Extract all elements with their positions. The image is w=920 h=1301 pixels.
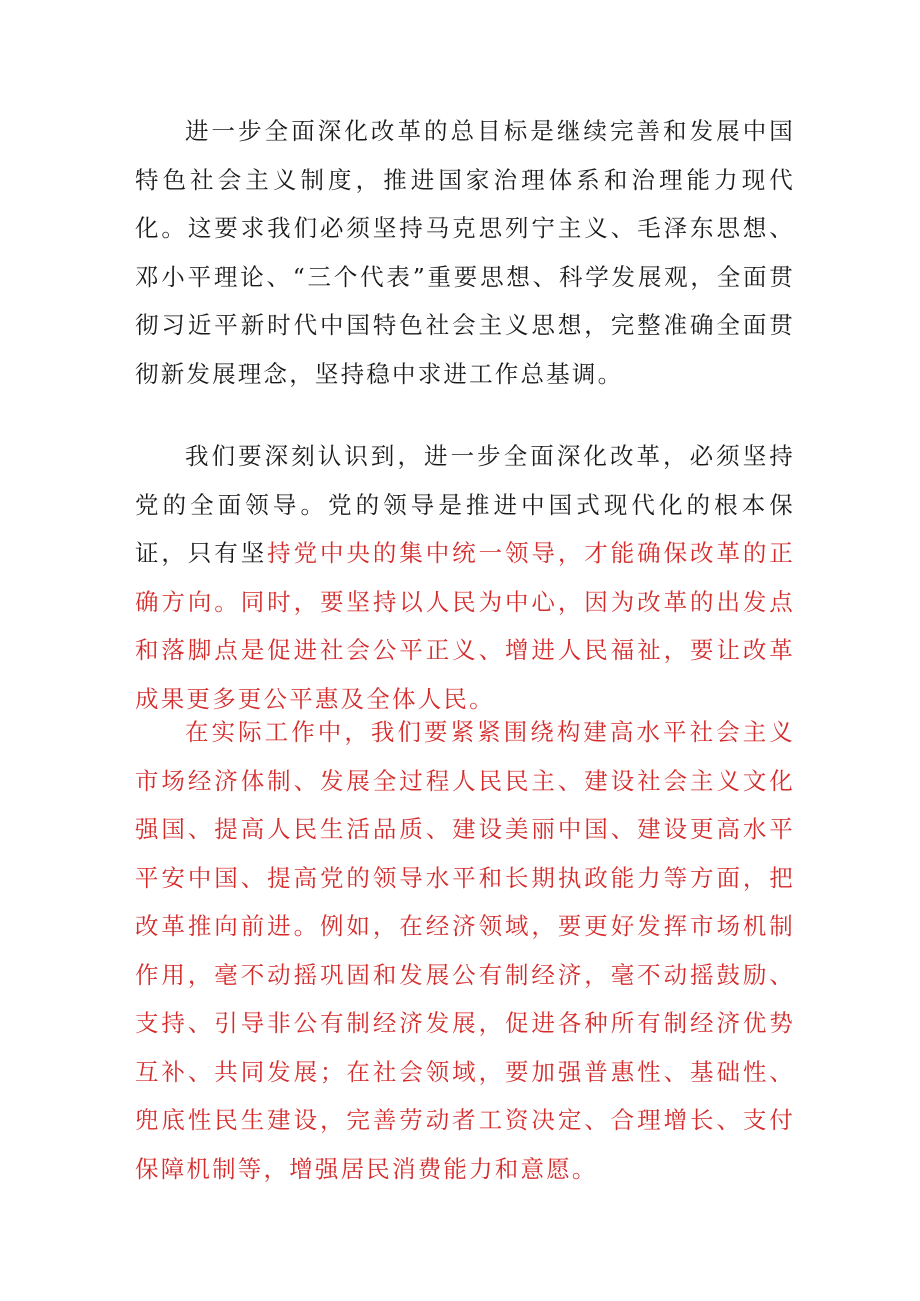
paragraph-2: [135, 432, 795, 723]
paragraph-3: [135, 708, 795, 1193]
paragraph-1: [135, 107, 795, 398]
paragraph-3-text: 在实际工作中，我们要紧紧围绕构建高水平社会主义市场经济体制、发展全过程人民民主、建设社会主义文化强国、提高人民生活品质、建设美丽中国、建设更高水平平安中国、提高党的领导水平和长期执政能力等方面，把改革推向前进。例如，在经济领域，要更好发挥市场机制作用，毫不动摇巩固和发展公有制经济，毫不动摇鼓励、支持、引导非公有制经济发展，促进各种所有制经济优势互补、共同发展；在社会领域，要加强普惠性、基础性、兜底性民生建设，完善劳动者工资决定、合理增长、支付保障机制等，增强居民消费能力和意愿。: [135, 718, 795, 1183]
paragraph-2-text-red: 持党中央的集中统一领导，才能确保改革的正确方向。同时，要坚持以人民为中心，因为改革的出发点和落脚点是促进社会公平正义、增进人民福祉，要让改革成果更多更公平惠及全体人民。: [135, 539, 796, 713]
paragraph-1-text: 进一步全面深化改革的总目标是继续完善和发展中国特色社会主义制度，推进国家治理体系和治理能力现代化。这要求我们必须坚持马克思列宁主义、毛泽东思想、邓小平理论、“三个代表”重要思想、科学发展观，全面贯彻习近平新时代中国特色社会主义思想，完整准确全面贯彻新发展理念，坚持稳中求进工作总基调。: [135, 117, 795, 388]
paragraph-2-text-black: 我们要深刻认识到，进一步全面深化改革，必须坚持党的全面领导。党的领导是推进中国式现代化的根本保证，只有坚: [135, 442, 795, 567]
